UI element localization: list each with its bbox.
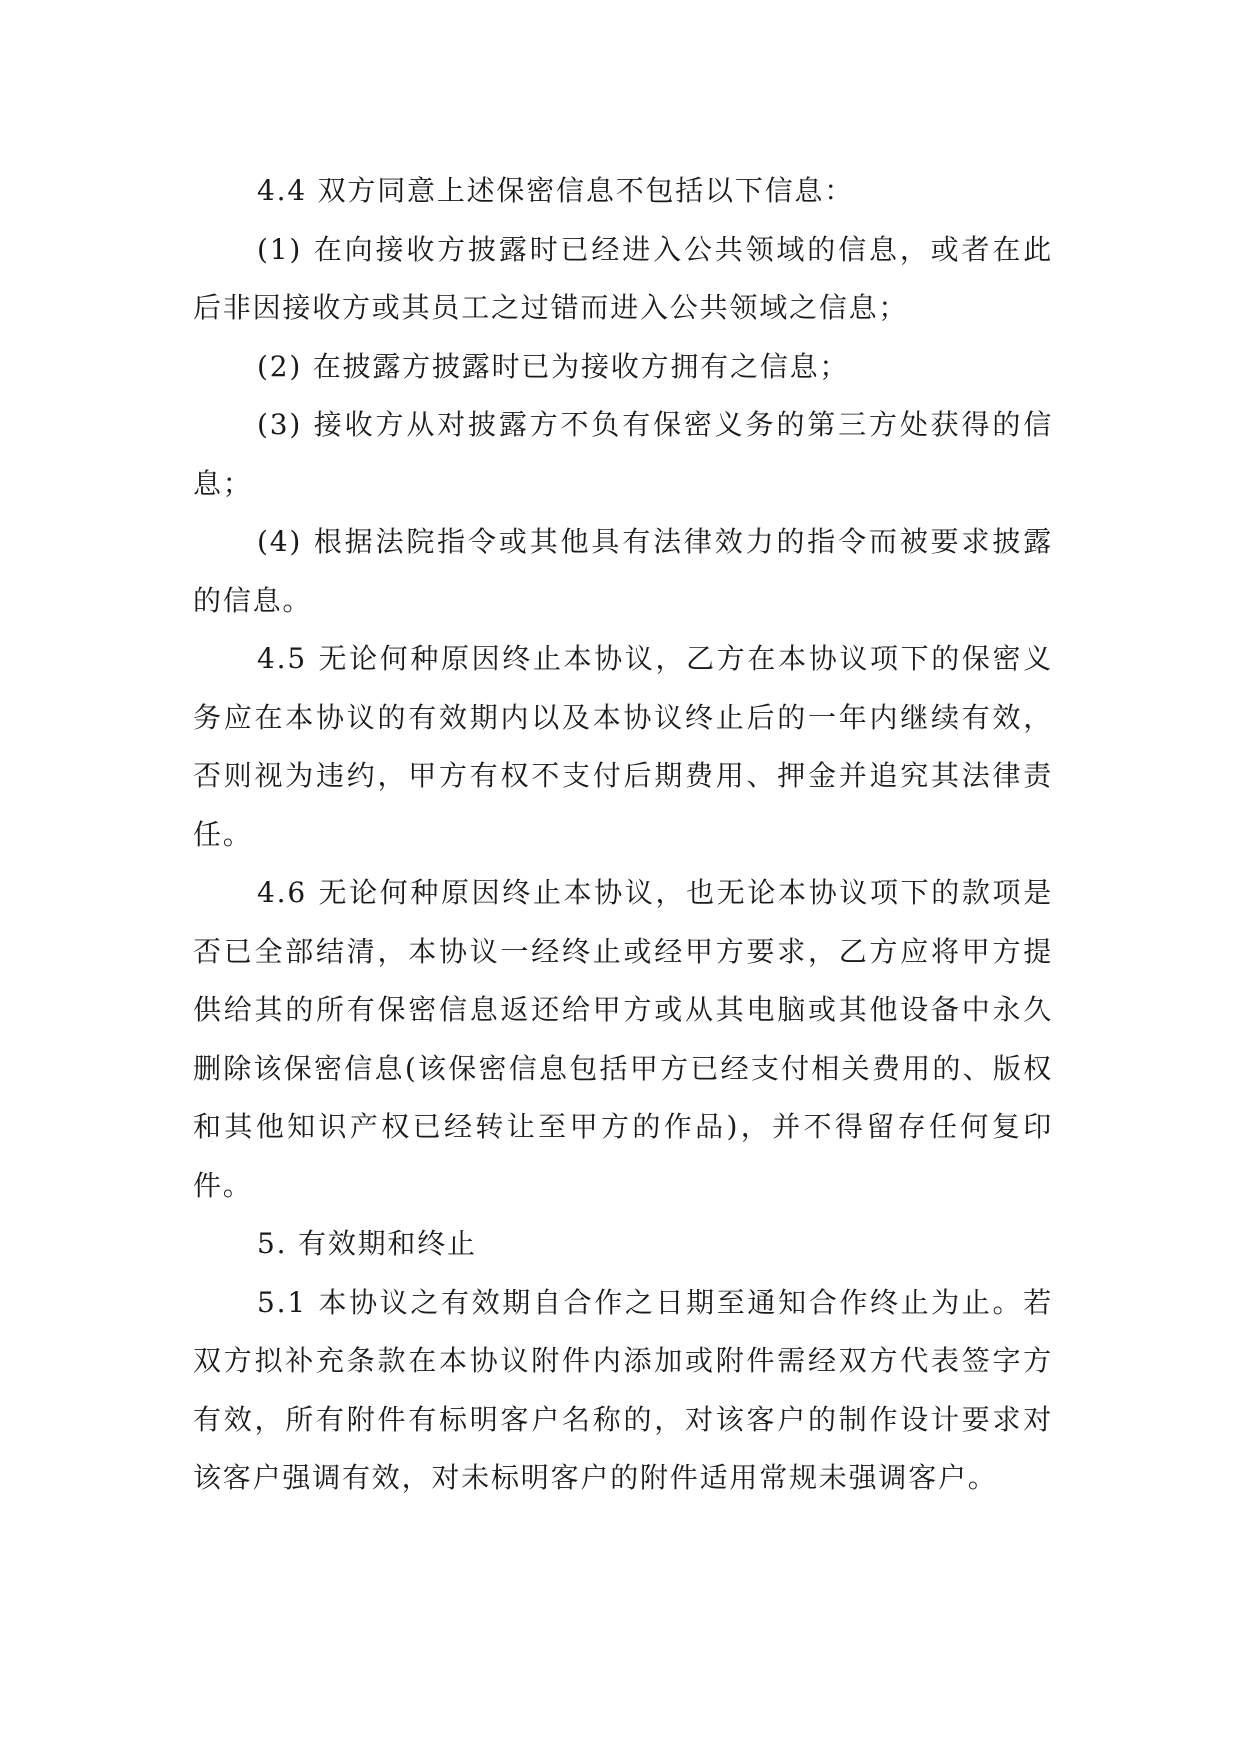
clause-4-5-paragraph: 4.5 无论何种原因终止本协议，乙方在本协议项下的保密义务应在本协议的有效期内以及本协议终止后的一年内继续有效，否则视为违约，甲方有权不支付后期费用、押金并追究其法律责任。 — [193, 642, 1053, 851]
item-3-paragraph: (3) 接收方从对披露方不负有保密义务的第三方处获得的信息； — [193, 408, 1053, 500]
clause-4-4-paragraph: 4.4 双方同意上述保密信息不包括以下信息： — [257, 174, 855, 207]
item-1-paragraph: (1) 在向接收方披露时已经进入公共领域的信息，或者在此后非因接收方或其员工之过错而进入公共领域之信息； — [193, 232, 1053, 324]
item-2-paragraph: (2) 在披露方披露时已为接收方拥有之信息； — [257, 349, 850, 383]
item-4-paragraph: (4) 根据法院指令或其他具有法律效力的指令而被要求披露的信息。 — [193, 525, 1053, 617]
clause-4-6-paragraph: 4.6 无论何种原因终止本协议，也无论本协议项下的款项是否已全部结清，本协议一经终止或经甲方要求，乙方应将甲方提供给其的所有保密信息返还给甲方或从其电脑或其他设备中永久删除该保密信息(该保密信息包括甲方已经支付相关费用的、版权和其他知识产权已经转让至甲方的作品)，并不得留存任何复印件。 — [193, 876, 1053, 1202]
section-5-heading: 5. 有效期和终止 — [257, 1227, 477, 1260]
clause-5-1-paragraph: 5.1 本协议之有效期自合作之日期至通知合作终止为止。若双方拟补充条款在本协议附件内添加或附件需经双方代表签字方有效，所有附件有标明客户名称的，对该客户的制作设计要求对该客户强调有效，对未标明客户的附件适用常规未强调客户。 — [193, 1285, 1053, 1494]
document-body — [193, 162, 1053, 1508]
